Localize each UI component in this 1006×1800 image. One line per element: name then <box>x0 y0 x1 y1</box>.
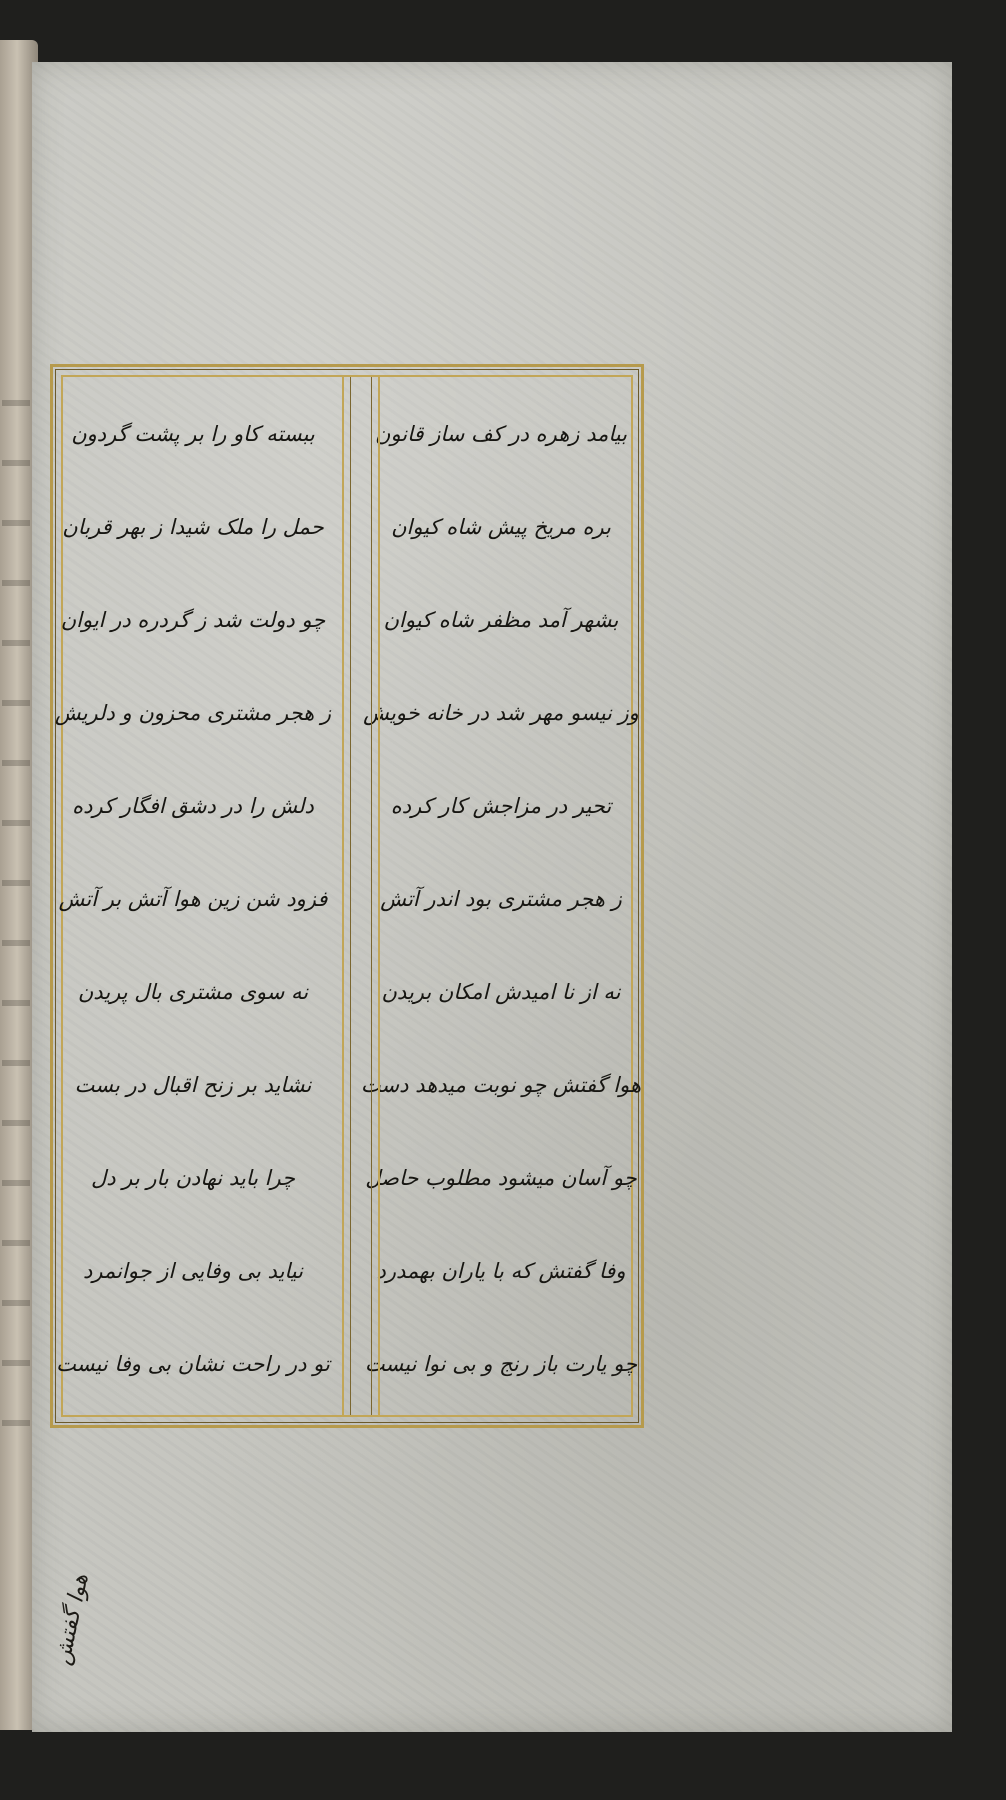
gold-ruled-text-frame <box>50 364 644 1428</box>
verse-line: چو آسان میشود مطلوب حاصل <box>365 1165 637 1190</box>
inner-gold-rule <box>54 375 642 1417</box>
verse-line: ز هجر مشتری محزون و دلریش <box>54 700 332 725</box>
column-gutter-rule <box>342 377 380 1415</box>
verse-line: چو دولت شد ز گردره در ایوان <box>60 607 326 632</box>
verse-line: حمل را ملک شیدا ز بهر قربان <box>62 514 324 539</box>
manuscript-page <box>32 62 952 1732</box>
verse-line: ببسته کاو را بر پشت گردون <box>71 421 315 446</box>
verse-line: بشهر آمد مظفر شاه کیوان <box>383 607 619 632</box>
verse-line: تو در راحت نشان بی وفا نیست <box>56 1351 330 1376</box>
previous-leaf-text-fragment <box>2 400 30 1480</box>
verse-line: وفا گفتش که با یاران بهمدرد <box>376 1258 626 1283</box>
verse-line: هوا گفتش چو نوبت میدهد دست <box>360 1072 642 1097</box>
verse-line: فزود شن زین هوا آتش بر آتش <box>58 886 328 911</box>
verse-line: تحیر در مزاجش کار کرده <box>390 793 612 818</box>
verse-line: نیاید بی وفایی از جوانمرد <box>83 1258 303 1283</box>
verse-line: بیامد زهره در کف ساز قانون <box>375 421 627 446</box>
verse-line: نه سوی مشتری بال پریدن <box>77 979 309 1004</box>
verse-line: بره مریخ پیش شاه کیوان <box>391 514 611 539</box>
verse-line: چرا باید نهادن بار بر دل <box>91 1165 296 1190</box>
verse-line: دلش را در دشق افگار کرده <box>72 793 314 818</box>
verse-line: ز هجر مشتری بود اندر آتش <box>380 886 622 911</box>
catchword: هوا گفتش <box>50 1571 94 1668</box>
left-verse-column <box>54 387 332 1405</box>
verse-line: چو یارت باز رنج و بی نوا نیست <box>364 1351 638 1376</box>
right-verse-column <box>360 387 642 1405</box>
verse-line: نشاید بر زنح اقبال در بست <box>74 1072 312 1097</box>
verse-line: نه از نا امیدش امکان بریدن <box>381 979 621 1004</box>
verse-line: وز نیسو مهر شد در خانه خویش <box>363 700 639 725</box>
